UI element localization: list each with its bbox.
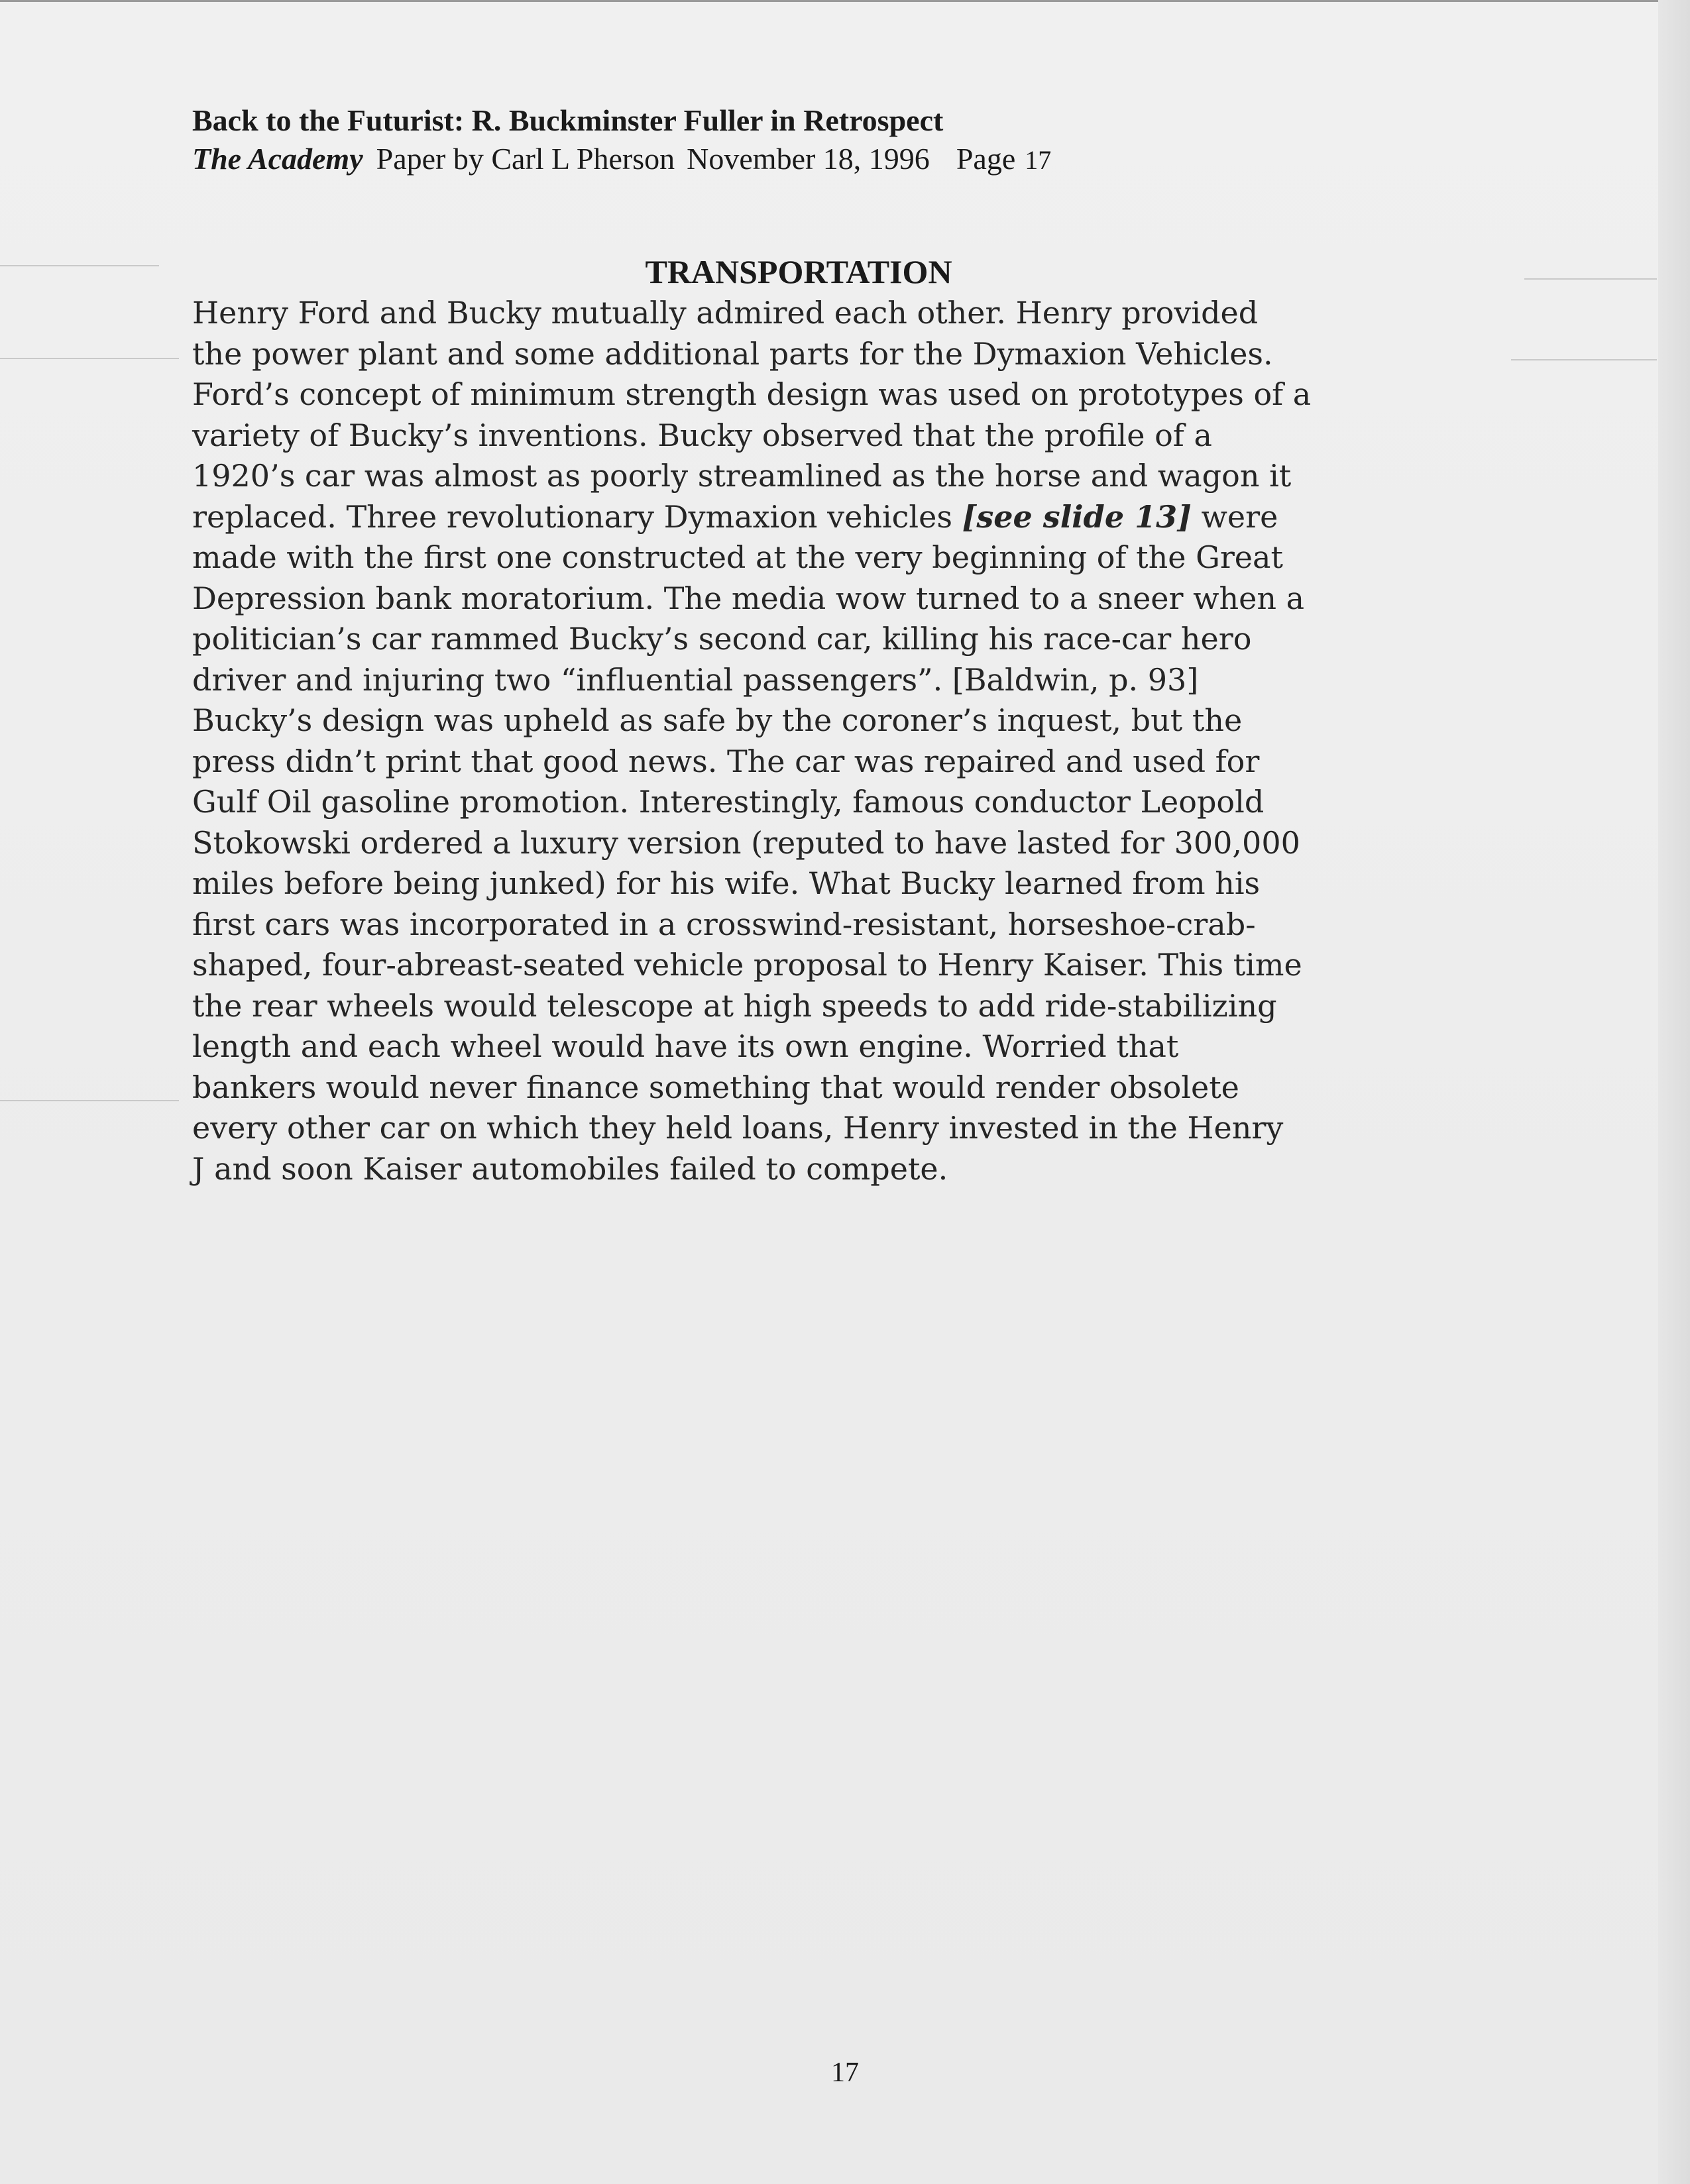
text-line: Ford’s concept of minimum strength design was used on prototypes of a — [192, 376, 1312, 412]
scan-artifact — [0, 358, 179, 359]
text-line: Stokowski ordered a luxury version (reputed to have lasted for 300,000 — [192, 824, 1300, 861]
text-line: the rear wheels would telescope at high speeds to add ride-stabilizing — [192, 987, 1277, 1024]
running-header — [192, 101, 1051, 179]
header-page-number: 17 — [1025, 145, 1052, 175]
body-paragraph — [192, 293, 1491, 1189]
text-line: first cars was incorporated in a crosswind-resistant, horseshoe-crab- — [192, 906, 1256, 942]
slide-reference: [see slide 13] — [962, 498, 1192, 535]
scan-artifact — [0, 1100, 179, 1101]
text-line: politician’s car rammed Bucky’s second car, killing his race-car hero — [192, 621, 1252, 657]
journal-name: The Academy — [192, 142, 363, 176]
text-line: length and each wheel would have its own engine. Worried that — [192, 1028, 1179, 1064]
text-line: Gulf Oil gasoline promotion. Interestingly, famous conductor Leopold — [192, 784, 1265, 820]
section-title: TRANSPORTATION — [645, 253, 952, 290]
page-label: Page — [956, 142, 1016, 176]
text-line: variety of Bucky’s inventions. Bucky observed that the profile of a — [192, 417, 1212, 453]
footer-page-number: 17 — [831, 2057, 859, 2088]
text-line — [192, 497, 1491, 538]
text-line: J and soon Kaiser automobiles failed to compete. — [192, 1150, 948, 1187]
text-fragment: were — [1191, 498, 1278, 535]
text-line: Henry Ford and Bucky mutually admired each other. Henry provided — [192, 295, 1259, 331]
paper-date: November 18, 1996 — [687, 142, 930, 176]
scan-top-edge — [0, 0, 1690, 2]
text-line: the power plant and some additional parts for the Dymaxion Vehicles. — [192, 335, 1273, 372]
text-line: Depression bank moratorium. The media wow turned to a sneer when a — [192, 580, 1305, 616]
text-line: shaped, four-abreast-seated vehicle proposal to Henry Kaiser. This time — [192, 947, 1302, 983]
scan-artifact — [1511, 359, 1657, 360]
text-line: miles before being junked) for his wife. What Bucky learned from his — [192, 865, 1261, 901]
text-line: every other car on which they held loans, Henry invested in the Henry — [192, 1110, 1284, 1146]
text-fragment: replaced. Three revolutionary Dymaxion vehicles — [192, 498, 962, 535]
text-line: made with the first one constructed at the very beginning of the Great — [192, 539, 1283, 575]
scan-artifact — [0, 265, 159, 266]
paper-title: Back to the Futurist: R. Buckminster Fuller in Retrospect — [192, 103, 944, 137]
text-line: driver and injuring two “influential passengers”. [Baldwin, p. 93] — [192, 661, 1199, 698]
text-line: 1920’s car was almost as poorly streamlined as the horse and wagon it — [192, 458, 1292, 494]
text-line: Bucky’s design was upheld as safe by the coroner’s inquest, but the — [192, 702, 1243, 738]
scan-artifact — [1524, 278, 1657, 280]
byline: Paper by Carl L Pherson — [376, 142, 675, 176]
text-line: press didn’t print that good news. The car was repaired and used for — [192, 743, 1260, 779]
text-line: bankers would never finance something that would render obsolete — [192, 1069, 1239, 1105]
scan-right-edge — [1658, 0, 1690, 2184]
header-info-line — [192, 140, 1051, 179]
